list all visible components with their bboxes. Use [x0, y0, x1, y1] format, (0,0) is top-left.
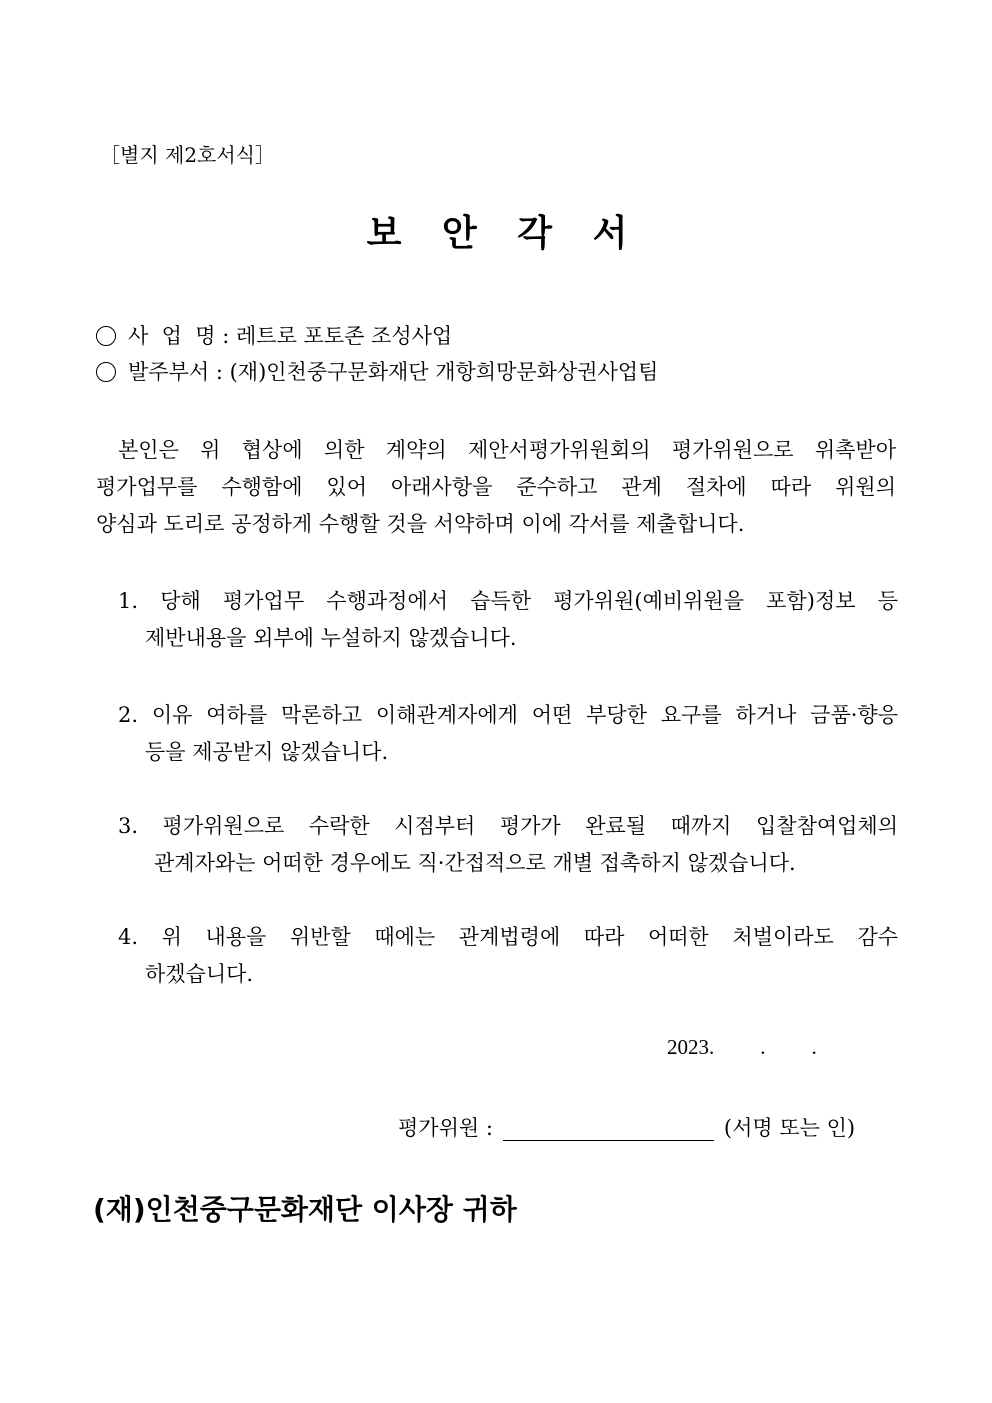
pledge-item-line: 관계자와는 어떠한 경우에도 직·간접적으로 개별 접촉하지 않겠습니다.	[154, 851, 796, 875]
ordering-department-label: 발주부서	[128, 360, 210, 384]
document-title: 보 안 각 서	[366, 213, 642, 254]
pledge-item-line: 4. 위 내용을 위반할 때에는 관계법령에 따라 어떠한 처벌이라도 감수	[118, 925, 898, 949]
date-day-dot: .	[811, 1035, 817, 1059]
intro-line: 본인은 위 협상에 의한 계약의 제안서평가위원회의 평가위원으로 위촉받아	[118, 438, 896, 462]
pledge-item-line: 하겠습니다.	[145, 962, 254, 986]
date-year: 2023.	[667, 1035, 715, 1059]
project-name-value: 레트로 포토존 조성사업	[236, 324, 453, 348]
signature-suffix: (서명 또는 인)	[723, 1116, 856, 1140]
pledge-item-line: 3. 평가위원으로 수락한 시점부터 평가가 완료될 때까지 입찰참여업체의	[118, 814, 898, 838]
project-name-separator: :	[215, 324, 236, 348]
intro-line: 평가업무를 수행함에 있어 아래사항을 준수하고 관계 절차에 따라 위원의	[96, 475, 896, 499]
signature-field[interactable]	[503, 1114, 714, 1141]
project-name-label: 사 업 명	[128, 324, 216, 348]
pledge-item-1	[118, 583, 898, 657]
pledge-item-line: 2. 이유 여하를 막론하고 이해관계자에게 어떤 부당한 요구를 하거나 금품·향응	[118, 703, 898, 727]
evaluator-label: 평가위원 :	[398, 1116, 493, 1140]
pledge-item-4	[118, 919, 898, 993]
pledge-item-line: 1. 당해 평가업무 수행과정에서 습득한 평가위원(예비위원을 포함)정보 등	[118, 589, 898, 613]
pledge-date	[667, 1035, 817, 1060]
date-month-dot: .	[760, 1035, 766, 1059]
pledge-item-3	[118, 808, 898, 882]
signature-row	[398, 1112, 855, 1142]
pledge-item-line: 등을 제공받지 않겠습니다.	[145, 740, 389, 764]
intro-line: 양심과 도리로 공정하게 수행할 것을 서약하며 이에 각서를 제출합니다.	[96, 512, 745, 536]
circle-bullet-icon	[96, 326, 116, 346]
addressee-line: (재)인천중구문화재단 이사장 귀하	[93, 1193, 517, 1226]
form-number-label: ［별지 제2호서식］	[100, 143, 276, 167]
ordering-department-line	[96, 356, 658, 386]
circle-bullet-icon	[96, 362, 116, 382]
pledge-item-line: 제반내용을 외부에 누설하지 않겠습니다.	[145, 626, 517, 650]
pledge-intro-paragraph	[96, 432, 896, 543]
ordering-department-value: (재)인천중구문화재단 개항희망문화상권사업팀	[229, 360, 659, 384]
ordering-department-separator: :	[209, 360, 230, 384]
project-name-line	[96, 320, 452, 350]
pledge-item-2	[118, 697, 898, 771]
